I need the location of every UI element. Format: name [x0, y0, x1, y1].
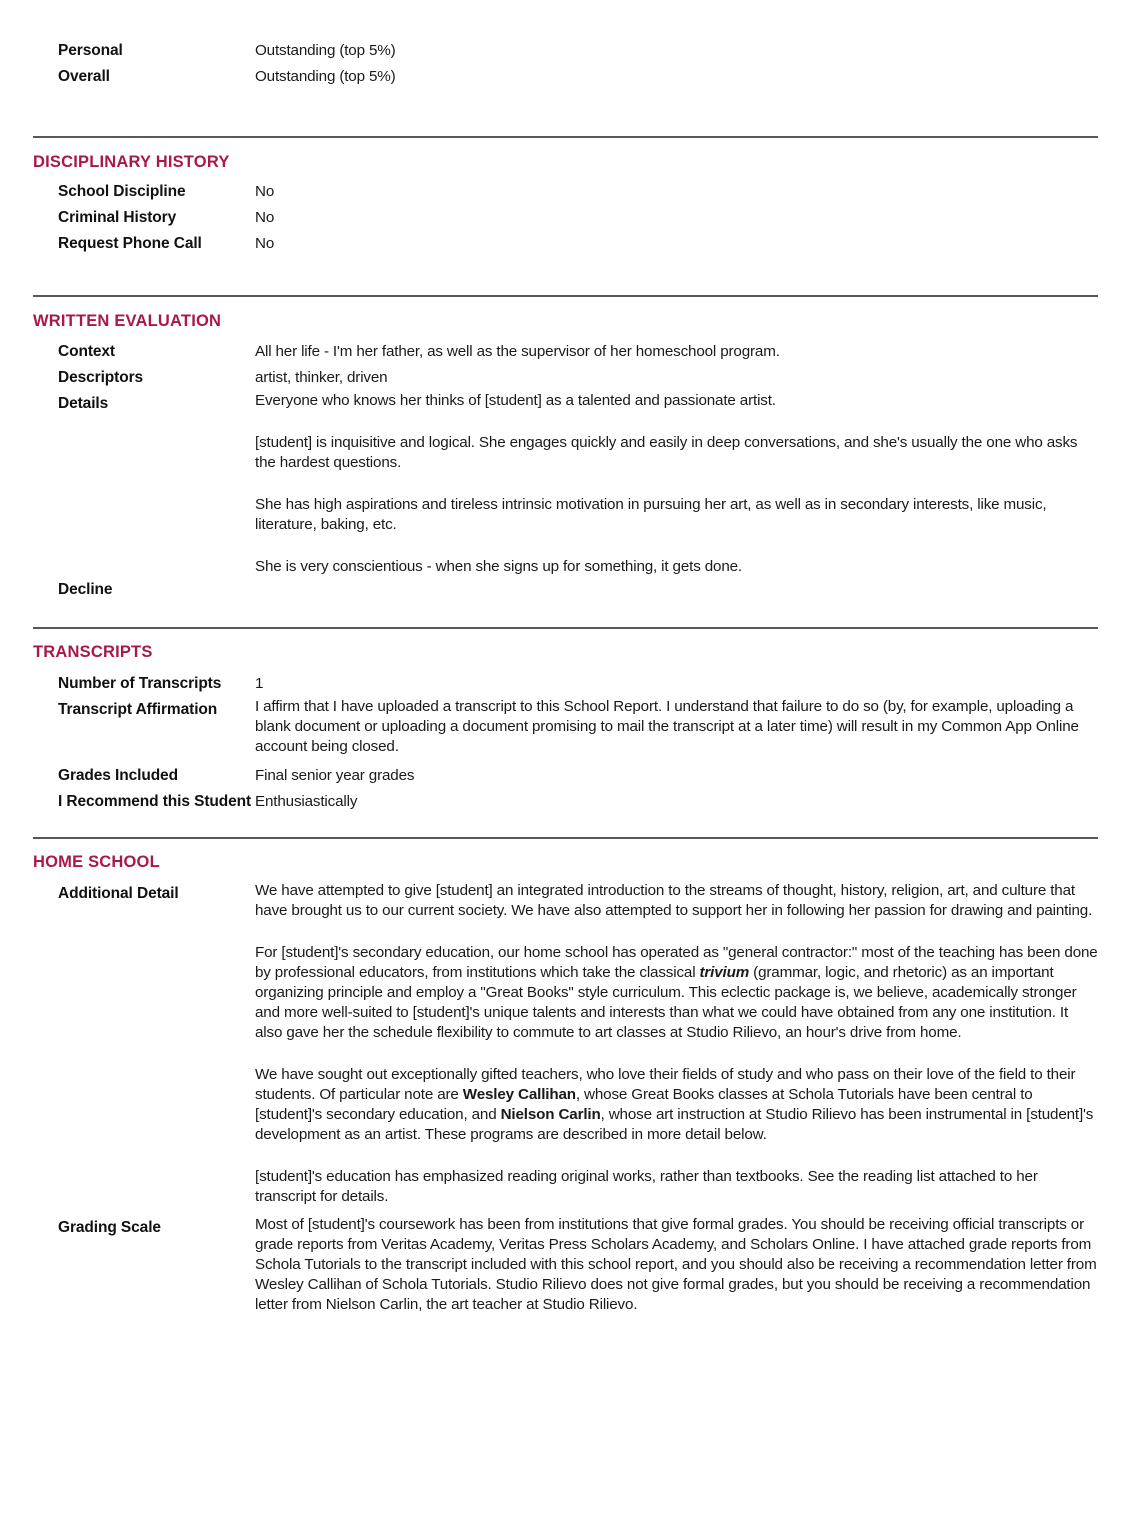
table-row [33, 64, 1098, 90]
table-row [33, 179, 1098, 205]
teacher-name-wesley-callihan: Wesley Callihan [462, 1086, 576, 1103]
field-value-grading-scale [255, 1215, 1098, 1315]
field-label-criminal-history: Criminal History [58, 209, 177, 226]
field-value-additional-detail [255, 881, 1098, 1207]
table-row [33, 38, 1098, 64]
table-row [33, 697, 1098, 757]
field-label-decline: Decline [58, 581, 113, 598]
field-value-grades-included: Final senior year grades [255, 767, 415, 784]
table-row [33, 671, 1098, 697]
table-row [33, 1215, 1098, 1315]
section-heading-transcripts: TRANSCRIPTS [33, 643, 153, 661]
rating-value-personal: Outstanding (top 5%) [255, 42, 396, 59]
table-row [33, 365, 1098, 391]
field-value-context: All her life - I'm her father, as well as the supervisor of her homeschool program. [255, 343, 780, 360]
p2-text-a: For [student]'s secondary education, our home school has operated as "general contractor:" most of the teaching has been done by professional educators, from institutions which take the classical [255, 944, 1098, 981]
trivium-emphasis: trivium [699, 964, 750, 981]
additional-detail-paragraph-2 [255, 943, 1098, 1043]
table-row [33, 881, 1098, 1207]
field-label-request-phone-call: Request Phone Call [58, 235, 202, 252]
ratings-continuation-block [33, 38, 1098, 90]
section-heading-home-school: HOME SCHOOL [33, 853, 160, 871]
field-label-transcript-affirmation: Transcript Affirmation [58, 701, 218, 718]
field-label-descriptors: Descriptors [58, 369, 144, 386]
field-label-grades-included: Grades Included [58, 767, 178, 784]
p3-text-b: , whose Great Books classes at Schola Tutorials have been central to [student]'s secondary education, and [255, 1086, 1033, 1123]
grading-scale-text: Most of [student]'s coursework has been from institutions that give formal grades. You should be receiving official transcripts or grade reports from Veritas Academy, Veritas Press Scholars Academy, and Scholars Online. I have attached grade reports from Schola Tutorials to the transcript included with this school report, and you should also be receiving a recommendation letter from Wesley Callihan of Schola Tutorials. Studio Rilievo does not give formal grades, but you should be receiving a recommendation letter from Nielson Carlin, the art teacher at Studio Rilievo. [255, 1216, 1097, 1313]
field-label-recommend-student: I Recommend this Student [58, 793, 252, 810]
table-row [33, 391, 1098, 577]
field-value-school-discipline: No [255, 183, 275, 200]
field-label-context: Context [58, 343, 115, 360]
rating-label-personal: Personal [58, 42, 123, 59]
rating-label-overall: Overall [58, 68, 110, 85]
field-label-details: Details [58, 395, 109, 412]
affirmation-text: I affirm that I have uploaded a transcript to this School Report. I understand that failure to do so (by, for example, uploading a blank document or uploading a document promising to mail the transcript at a later time) will result in my Common App Online account being closed. [255, 698, 1079, 755]
details-paragraph: Everyone who knows her thinks of [student] as a talented and passionate artist. [255, 392, 776, 409]
table-row [33, 205, 1098, 231]
details-paragraph: She is very conscientious - when she signs up for something, it gets done. [255, 558, 742, 575]
table-row [33, 789, 1098, 815]
field-label-grading-scale: Grading Scale [58, 1219, 161, 1236]
additional-detail-paragraph-4: [student]'s education has emphasized reading original works, rather than textbooks. See the reading list attached to her transcript for details. [255, 1168, 1038, 1205]
details-paragraph: [student] is inquisitive and logical. She engages quickly and easily in deep conversations, and she's usually the one who asks the hardest questions. [255, 434, 1078, 471]
table-row [33, 231, 1098, 257]
field-value-transcript-affirmation [255, 697, 1098, 757]
section-heading-written-evaluation: WRITTEN EVALUATION [33, 312, 222, 330]
teacher-name-nielson-carlin: Nielson Carlin [500, 1106, 601, 1123]
additional-detail-paragraph-3 [255, 1065, 1098, 1145]
table-row [33, 339, 1098, 365]
field-value-details [255, 391, 1098, 577]
field-value-recommend-student: Enthusiastically [255, 793, 358, 810]
additional-detail-paragraph-1: We have attempted to give [student] an integrated introduction to the streams of thought, history, religion, art, and culture that have brought us to our current society. We have also attempted to support her in following her passion for drawing and painting. [255, 882, 1093, 919]
field-label-number-of-transcripts: Number of Transcripts [58, 675, 222, 692]
field-label-additional-detail: Additional Detail [58, 885, 179, 902]
table-row [33, 577, 1098, 603]
field-value-descriptors: artist, thinker, driven [255, 369, 388, 386]
field-label-school-discipline: School Discipline [58, 183, 186, 200]
field-value-request-phone-call: No [255, 235, 275, 252]
disciplinary-history-rows [33, 179, 1098, 257]
section-heading-disciplinary-history: DISCIPLINARY HISTORY [33, 153, 230, 171]
details-paragraph: She has high aspirations and tireless intrinsic motivation in pursuing her art, as well as in secondary interests, like music, literature, baking, etc. [255, 496, 1047, 533]
table-row [33, 763, 1098, 789]
p2-text-b: (grammar, logic, and rhetoric) as an important organizing principle and employ a "Great Books" style curriculum. This eclectic package is, we believe, academically stronger and more well-suited to [student]'s unique talents and interests than what we could have obtained from any one institution. It also gave her the schedule flexibility to commute to art classes at Studio Rilievo, an hour's drive from home. [255, 964, 1077, 1041]
rating-value-overall: Outstanding (top 5%) [255, 68, 396, 85]
p3-text-a: We have sought out exceptionally gifted teachers, who love their fields of study and who pass on their love of the field to their students. Of particular note are [255, 1066, 1076, 1103]
p3-text-c: , whose art instruction at Studio Rilievo has been instrumental in [student]'s development as an artist. These programs are described in more detail below. [255, 1106, 1094, 1143]
field-value-criminal-history: No [255, 209, 275, 226]
field-value-number-of-transcripts: 1 [255, 675, 264, 692]
